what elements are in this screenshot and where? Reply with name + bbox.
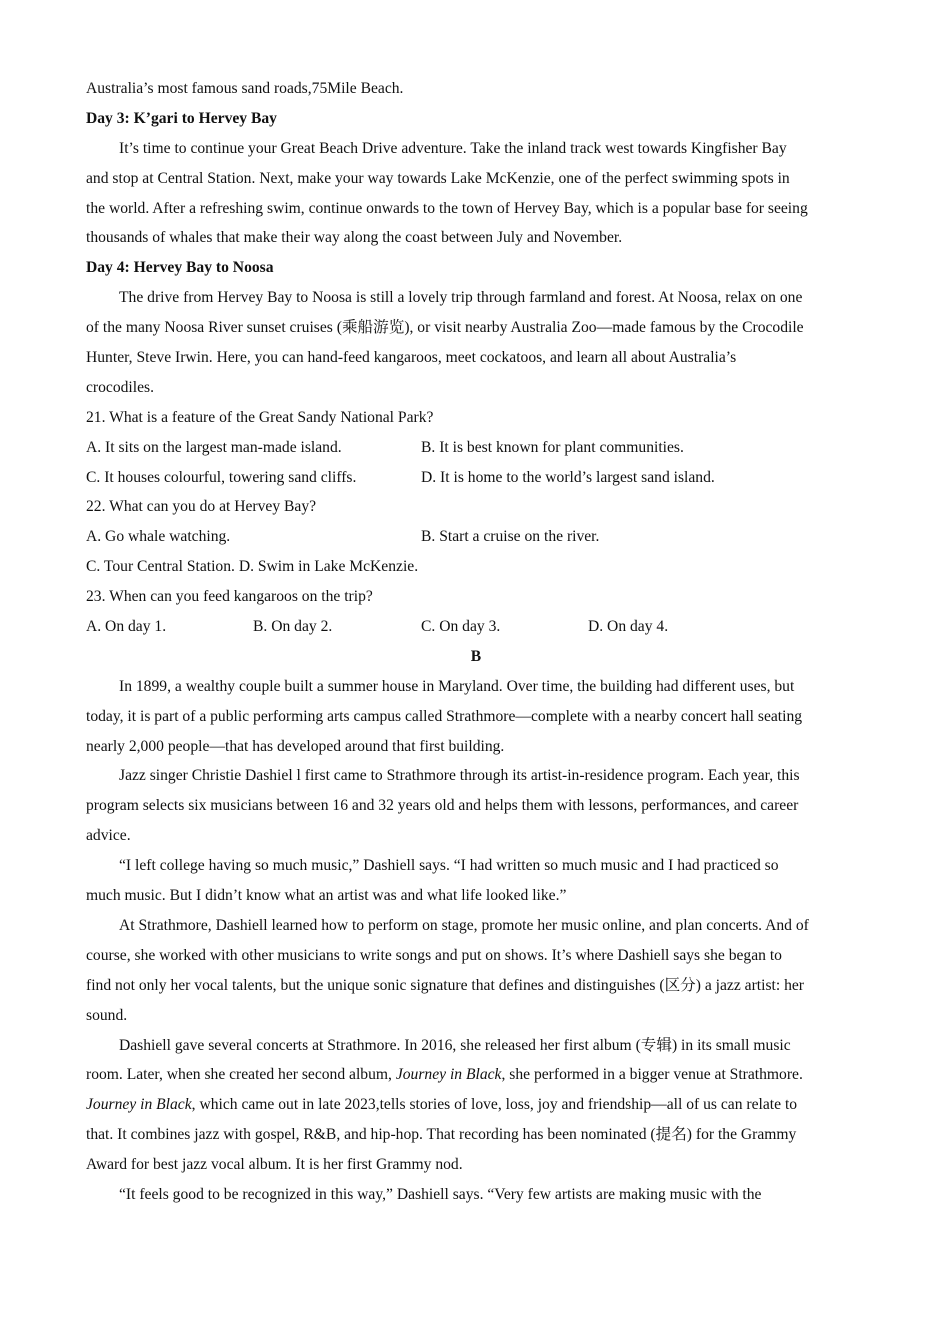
section-b-p1-line: today, it is part of a public performing arts campus called Strathmore—complete with a nearby concert hall seating bbox=[86, 707, 803, 725]
section-b-p4-line: course, she worked with other musicians to write songs and put on shows. It’s where Dashiell says she began to bbox=[86, 946, 782, 964]
day3-line: the world. After a refreshing swim, continue onwards to the town of Hervey Bay, which is a popular base for seeing bbox=[86, 199, 808, 217]
section-b-p5-line: Award for best jazz vocal album. It is her first Grammy nod. bbox=[86, 1156, 463, 1174]
section-b-p5-line: that. It combines jazz with gospel, R&B, and hip-hop. That recording has been nominated (提名) for the Grammy bbox=[86, 1126, 797, 1144]
section-b-p5-line bbox=[86, 1060, 866, 1090]
day3-line: and stop at Central Station. Next, make your way towards Lake McKenzie, one of the perfect swimming spots in bbox=[86, 169, 790, 187]
section-b-p5-text: , which came out in late 2023,tells stories of love, loss, joy and friendship—all of us can relate to bbox=[191, 1096, 798, 1114]
album-title: Journey in Black bbox=[86, 1096, 192, 1114]
question-21-options-row bbox=[86, 433, 866, 463]
question-22-option-b: B. Start a cruise on the river. bbox=[421, 528, 600, 546]
section-b-p5-text: , she performed in a bigger venue at Strathmore. bbox=[501, 1066, 803, 1084]
question-22-option-cd: C. Tour Central Station. D. Swim in Lake McKenzie. bbox=[86, 558, 419, 576]
section-b-p5-line: Dashiell gave several concerts at Strathmore. In 2016, she released her first album (专辑) in its small music bbox=[119, 1036, 791, 1054]
question-23-option-a: A. On day 1. bbox=[86, 618, 167, 636]
question-23-stem: 23. When can you feed kangaroos on the trip? bbox=[86, 588, 373, 606]
section-b-p1-line: nearly 2,000 people—that has developed around that first building. bbox=[86, 737, 505, 755]
question-21-options-row bbox=[86, 463, 866, 493]
day4-line: of the many Noosa River sunset cruises (乘船游览), or visit nearby Australia Zoo—made famous by the Crocodile bbox=[86, 319, 804, 337]
section-b-p3-line: “I left college having so much music,” Dashiell says. “I had written so much music and I had practiced so bbox=[119, 857, 779, 875]
section-b-p4-line: At Strathmore, Dashiell learned how to perform on stage, promote her music online, and plan concerts. And of bbox=[119, 916, 809, 934]
section-b-p2-line: Jazz singer Christie Dashiel l first came to Strathmore through its artist-in-residence program. Each year, this bbox=[119, 767, 800, 785]
day4-line: The drive from Hervey Bay to Noosa is still a lovely trip through farmland and forest. At Noosa, relax on one bbox=[119, 289, 803, 307]
question-21-option-c: C. It houses colourful, towering sand cliffs. bbox=[86, 468, 357, 486]
day4-heading: Day 4: Hervey Bay to Noosa bbox=[86, 259, 274, 277]
question-22-stem: 22. What can you do at Hervey Bay? bbox=[86, 498, 317, 516]
section-b-p4-line: sound. bbox=[86, 1006, 128, 1024]
question-21-stem: 21. What is a feature of the Great Sandy National Park? bbox=[86, 408, 434, 426]
question-23-option-c: C. On day 3. bbox=[421, 618, 501, 636]
question-23-option-b: B. On day 2. bbox=[253, 618, 333, 636]
day3-line: It’s time to continue your Great Beach Drive adventure. Take the inland track west towards Kingfisher Bay bbox=[119, 139, 787, 157]
day4-line: crocodiles. bbox=[86, 378, 154, 396]
section-b-p6-line: “It feels good to be recognized in this way,” Dashiell says. “Very few artists are making music with the bbox=[119, 1185, 762, 1203]
intro-tail-line: Australia’s most famous sand roads,75Mile Beach. bbox=[86, 80, 404, 97]
day3-heading: Day 3: K’gari to Hervey Bay bbox=[86, 109, 277, 127]
section-b-p5-text: room. Later, when she created her second album, bbox=[86, 1066, 396, 1084]
question-21-option-a: A. It sits on the largest man-made island. bbox=[86, 438, 342, 456]
section-b-p1-line: In 1899, a wealthy couple built a summer house in Maryland. Over time, the building had different uses, but bbox=[119, 677, 795, 695]
question-22-options-row bbox=[86, 522, 866, 552]
album-title: Journey in Black bbox=[395, 1066, 502, 1084]
question-23-options-row bbox=[86, 612, 866, 642]
question-22-option-a: A. Go whale watching. bbox=[86, 528, 231, 546]
question-21-option-b: B. It is best known for plant communities. bbox=[421, 438, 684, 456]
document-page bbox=[86, 74, 866, 1210]
question-23-option-d: D. On day 4. bbox=[588, 618, 669, 636]
question-21-option-d: D. It is home to the world’s largest sand island. bbox=[421, 468, 715, 486]
section-b-p2-line: program selects six musicians between 16 and 32 years old and helps them with lessons, performances, and career bbox=[86, 797, 799, 815]
section-b-p2-line: advice. bbox=[86, 827, 131, 845]
section-b-p4-line: find not only her vocal talents, but the unique sonic signature that defines and distinguishes (区分) a jazz artist: her bbox=[86, 976, 804, 994]
section-b-p3-line: much music. But I didn’t know what an artist was and what life looked like.” bbox=[86, 887, 567, 905]
day3-line: thousands of whales that make their way along the coast between July and November. bbox=[86, 229, 623, 247]
section-b-p5-line bbox=[86, 1090, 866, 1120]
day4-line: Hunter, Steve Irwin. Here, you can hand-feed kangaroos, meet cockatoos, and learn all about Australia’s bbox=[86, 349, 737, 367]
section-b-title: B bbox=[470, 647, 482, 665]
